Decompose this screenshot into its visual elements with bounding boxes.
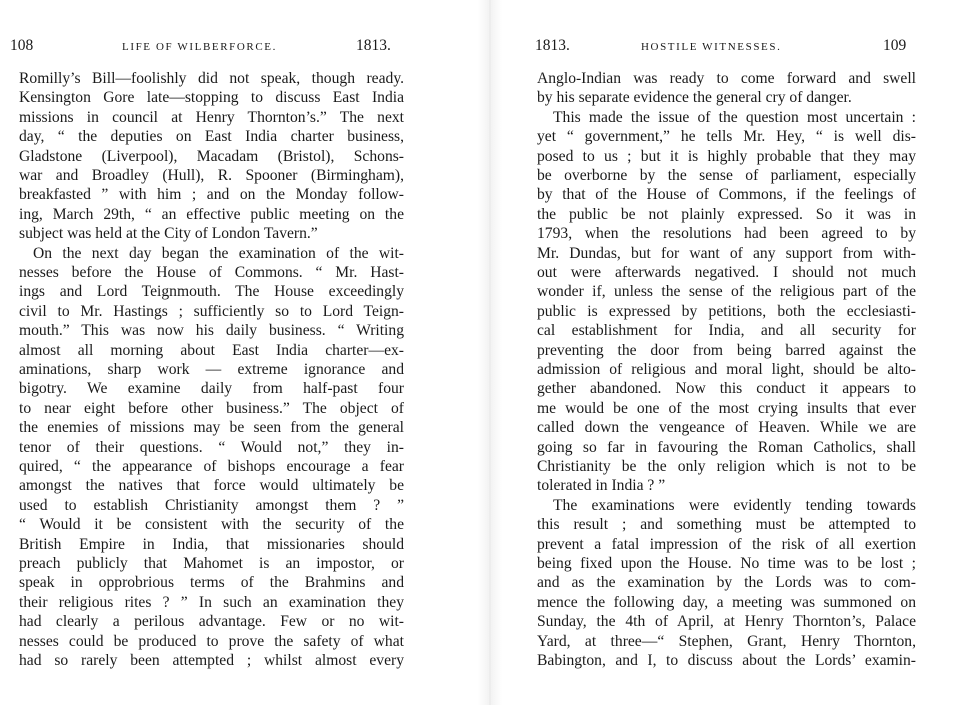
text-line: Romilly’s Bill—foolishly did not speak, though ready. xyxy=(19,70,404,87)
text-line: used to establish Christianity amongst them ? ” xyxy=(19,496,404,514)
text-line: the enemies of missions may be seen from the general xyxy=(19,419,404,437)
text-line: subject was held at the City of London Tavern.” xyxy=(19,225,318,243)
text-line: prevent a fatal impression of the risk of all exertion xyxy=(537,535,916,553)
text-line: “ Would it be consistent with the security of the xyxy=(19,516,404,534)
text-line: by his separate evidence the general cry of danger. xyxy=(537,89,852,107)
text-line: out were afterwards negatived. I should not much xyxy=(537,264,916,281)
text-line: public is expressed by petitions, both the ecclesiasti- xyxy=(537,302,916,320)
text-line: had so rarely been attempted ; whilst almost every xyxy=(19,652,404,669)
text-line: Sunday, the 4th of April, at Henry Thornton’s, Palace xyxy=(537,613,916,631)
text-line: wonder if, unless the sense of the religious part of the xyxy=(537,283,916,301)
text-line: The examinations were evidently tending towards xyxy=(553,496,916,514)
text-line: Christianity be the only religion which is not to be xyxy=(537,458,916,475)
text-line: Gladstone (Liverpool), Macadam (Bristol), Schons- xyxy=(19,147,404,165)
page-year: 1813. xyxy=(535,37,570,54)
text-line: amongst the natives that force would ultimately be xyxy=(19,477,404,495)
text-line: to near eight before other business.” The object of xyxy=(19,399,404,417)
right-page xyxy=(490,0,980,705)
text-line: breakfasted ” with him ; and on the Monday follow- xyxy=(19,186,404,204)
text-line: Babington, and I, to discuss about the Lords’ examin- xyxy=(537,652,916,669)
text-line: be overborne by the sense of parliament, especially xyxy=(537,167,916,184)
text-line: mouth.” This was now his daily business. “ Writing xyxy=(19,322,404,340)
text-line: Anglo-Indian was ready to come forward and swell xyxy=(537,70,916,87)
text-line: Yard, at three—“ Stephen, Grant, Henry Thornton, xyxy=(537,632,916,650)
text-line: yet “ government,” he tells Mr. Hey, “ is well dis- xyxy=(537,128,916,146)
text-line: admission of religious and moral light, should be alto- xyxy=(537,361,916,378)
text-line: called down the vengeance of Heaven. While we are xyxy=(537,419,916,437)
running-head: LIFE OF WILBERFORCE. xyxy=(122,41,277,53)
text-line: bigotry. We examine daily from half-past four xyxy=(19,380,404,398)
text-line: On the next day began the examination of the wit- xyxy=(33,244,404,262)
text-line: missions in council at Henry Thornton’s.” The next xyxy=(19,108,404,126)
text-line: aminations, sharp work — extreme ignorance and xyxy=(19,361,404,378)
page-year: 1813. xyxy=(356,37,391,54)
text-line: ing, March 29th, “ an effective public meeting on the xyxy=(19,205,404,223)
text-line: the public be not plainly expressed. So it was in xyxy=(537,205,916,223)
text-line: me would be one of the most crying insults that ever xyxy=(537,399,916,417)
text-line: their religious rites ? ” In such an examination they xyxy=(19,593,404,611)
text-line: speak in opprobrious terms of the Brahmins and xyxy=(19,574,404,592)
text-line: preach publicly that Mahomet is an impostor, or xyxy=(19,555,404,572)
text-line: cal establishment for India, and all security for xyxy=(537,322,916,340)
text-line: 1793, when the resolutions had been agreed to by xyxy=(537,225,916,243)
text-line: by that of the House of Commons, if the feelings of xyxy=(537,186,916,204)
text-line: British Empire in India, that missionaries should xyxy=(19,535,404,553)
text-line: going so far in favouring the Roman Catholics, shall xyxy=(537,438,916,456)
text-line: this result ; and something must be attempted to xyxy=(537,516,916,534)
text-line: had clearly a perilous advantage. Few or no wit- xyxy=(19,613,404,631)
text-line: tenor of their questions. “ Would not,” they in- xyxy=(19,438,404,456)
text-line: and as the examination by the Lords was to com- xyxy=(537,574,916,592)
text-line: ings and Lord Teignmouth. The House exceedingly xyxy=(19,283,404,301)
text-line: day, “ the deputies on East India charter business, xyxy=(19,128,404,146)
text-line: mence the following day, a meeting was summoned on xyxy=(537,593,916,611)
text-line: preventing the door from being barred against the xyxy=(537,341,916,359)
text-line: nesses before the House of Commons. “ Mr. Hast- xyxy=(19,264,404,281)
text-line: gether abandoned. Now this conduct it appears to xyxy=(537,380,916,398)
text-line: Mr. Dundas, but for want of any support from with- xyxy=(537,244,916,262)
text-line: tolerated in India ? ” xyxy=(537,477,666,495)
text-line: being fixed upon the House. No time was to be lost ; xyxy=(537,555,916,572)
text-line: nesses could be produced to prove the safety of what xyxy=(19,632,404,650)
running-head: HOSTILE WITNESSES. xyxy=(641,41,782,53)
text-line: Kensington Gore late—stopping to discuss East India xyxy=(19,89,404,107)
page-number: 109 xyxy=(883,37,907,54)
page-number: 108 xyxy=(10,37,34,54)
text-line: posed to us ; but it is highly probable that they may xyxy=(537,147,916,165)
text-line: civil to Mr. Hastings ; sufficiently so to Lord Teign- xyxy=(19,302,404,320)
text-line: This made the issue of the question most uncertain : xyxy=(553,108,916,126)
text-line: almost all morning about East India charter—ex- xyxy=(19,341,404,359)
text-line: war and Broadley (Hull), R. Spooner (Birmingham), xyxy=(19,167,404,184)
text-line: quired, “ the appearance of bishops encourage a fear xyxy=(19,458,404,475)
